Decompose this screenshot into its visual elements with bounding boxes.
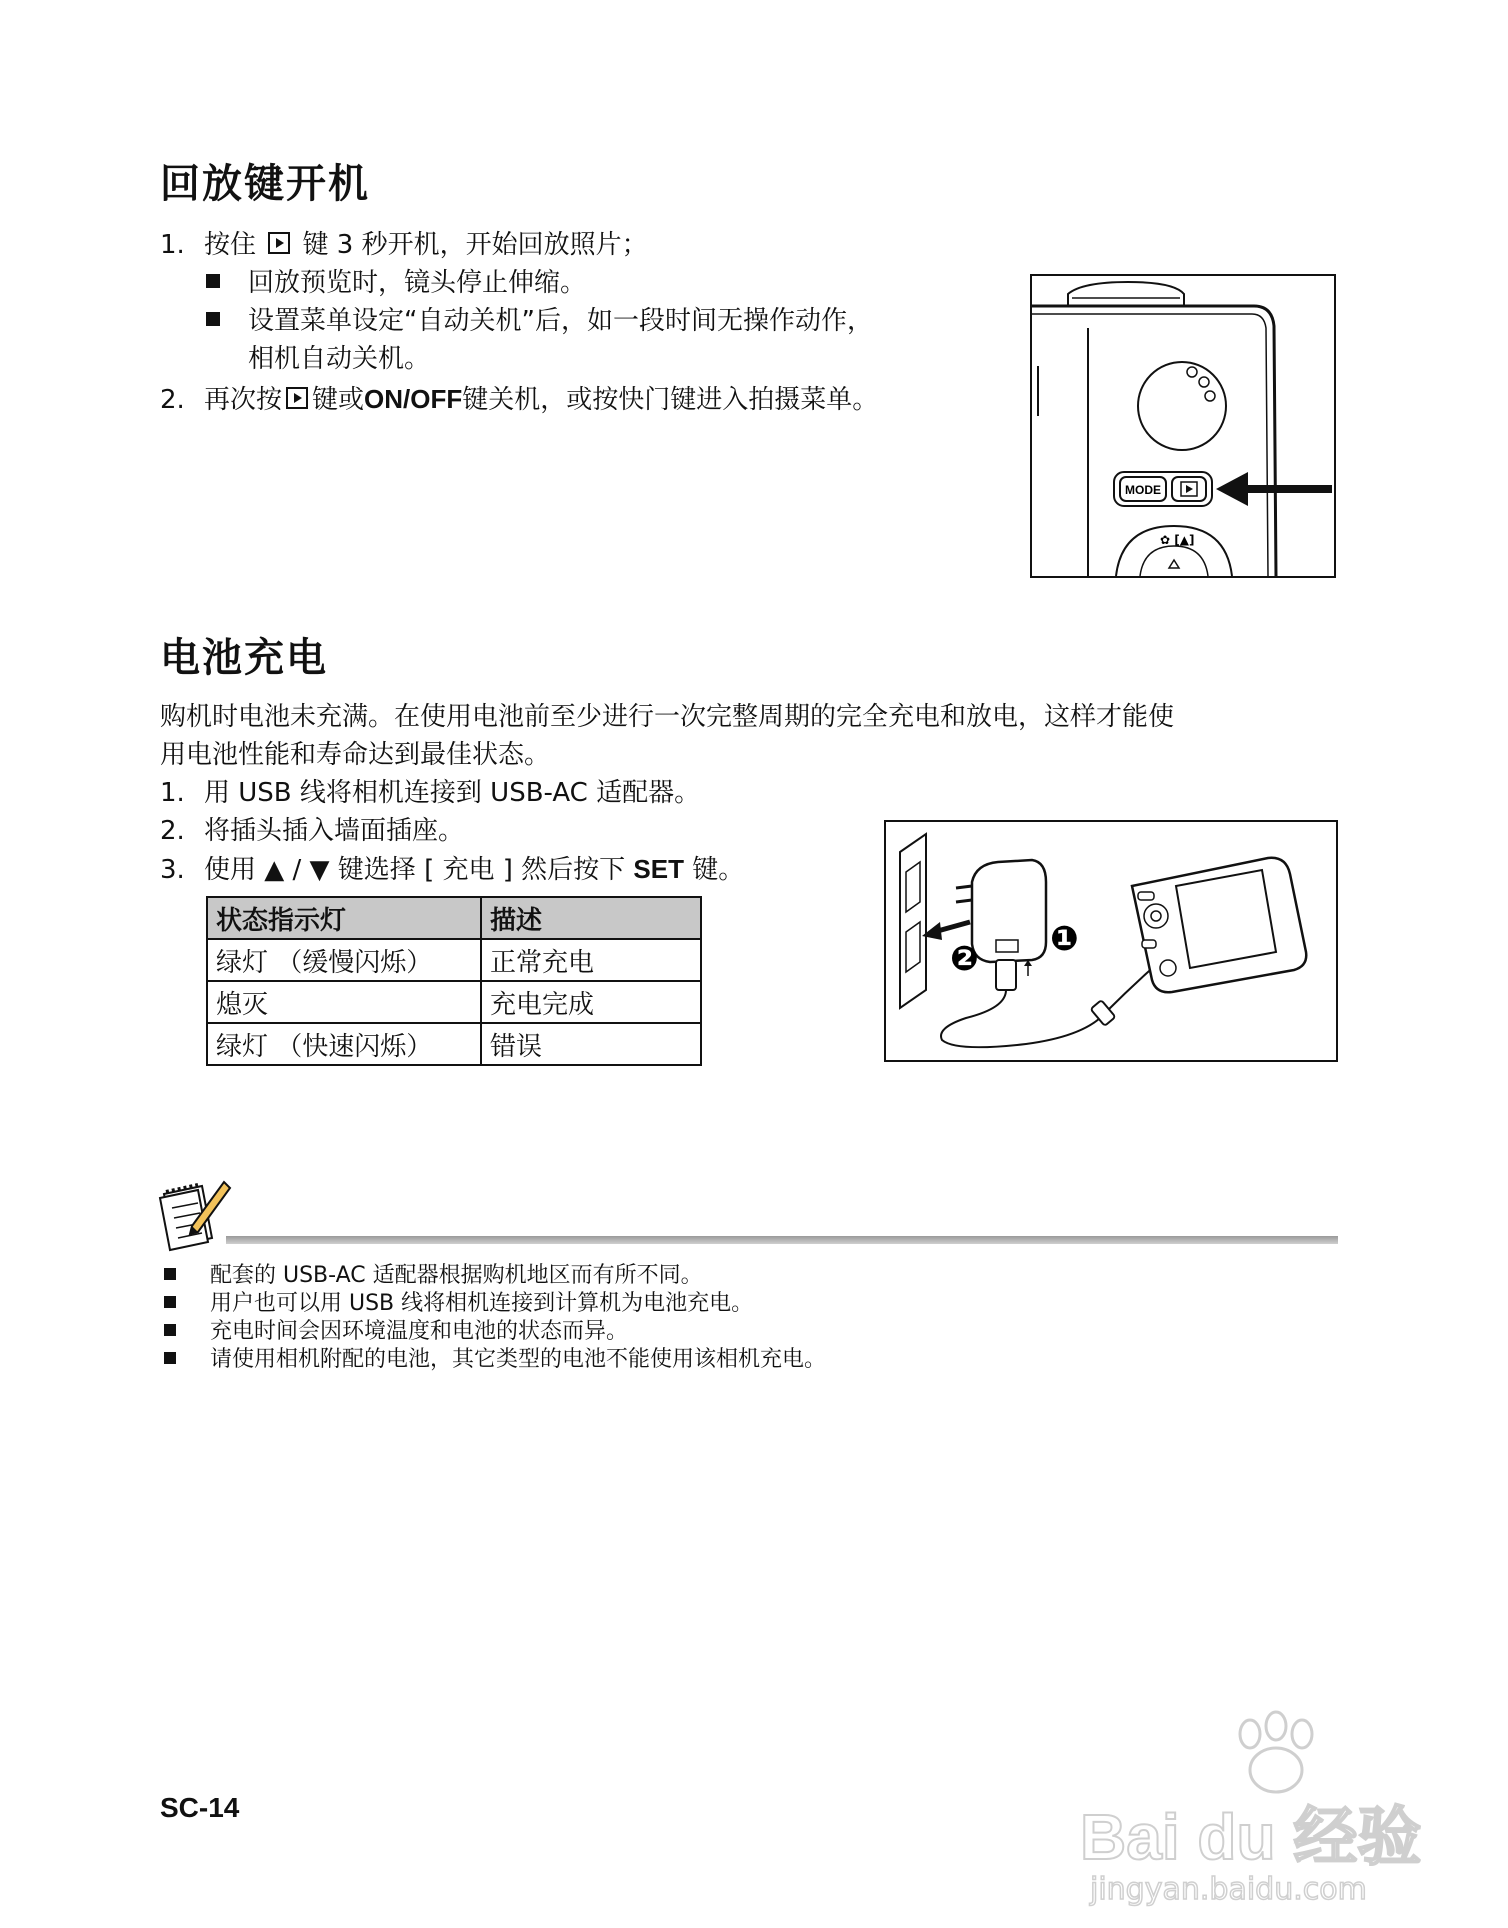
step-1: 1. 按住 键 3 秒开机，开始回放照片；	[160, 226, 648, 264]
table-row	[207, 1023, 701, 1065]
bullet-square-icon	[164, 1324, 176, 1336]
charge-step-1: 1. 用 USB 线将相机连接到 USB-AC 适配器。	[160, 774, 700, 812]
section-title-playback-power: 回放键开机	[160, 161, 370, 207]
watermark-url: jingyan.baidu.com	[1090, 1872, 1367, 1907]
note-item: 配套的 USB-AC 适配器根据购机地区而有所不同。	[164, 1262, 703, 1290]
step-2: 2. 再次按 键或ON/OFF键关机，或按快门键进入拍摄菜单。	[160, 380, 878, 419]
bullet-square-icon	[164, 1268, 176, 1280]
note-divider	[226, 1236, 1338, 1244]
intro-line-1: 购机时电池未充满。在使用电池前至少进行一次完整周期的完全充电和放电，这样才能使	[160, 702, 1175, 732]
table-header-cell: 描述	[481, 897, 701, 939]
note-item: 充电时间会因环境温度和电池的状态而异。	[164, 1318, 628, 1346]
table-cell: 充电完成	[481, 981, 701, 1023]
bullet-1: 回放预览时，镜头停止伸缩。	[206, 264, 586, 302]
on-off-key-label: ON/OFF	[364, 384, 463, 414]
bullet-2-continued: 相机自动关机。	[248, 344, 431, 374]
note-item: 请使用相机附配的电池，其它类型的电池不能使用该相机充电。	[164, 1346, 826, 1374]
intro-line-2: 用电池性能和寿命达到最佳状态。	[160, 740, 551, 770]
step-number: 1.	[160, 778, 185, 808]
charging-illustration	[886, 822, 1336, 1060]
bullet-square-icon	[206, 274, 220, 288]
indicator-status-table	[206, 896, 702, 1066]
bullet-square-icon	[206, 312, 220, 326]
note-item: 用户也可以用 USB 线将相机连接到计算机为电池充电。	[164, 1290, 753, 1318]
table-header-row	[207, 897, 701, 939]
step-1-marker: ❶	[1050, 919, 1079, 959]
table-cell: 熄灭	[207, 981, 481, 1023]
section-title-battery-charging: 电池充电	[160, 635, 328, 681]
charge-step-3: 3. 使用 ▲ / ▼ 键选择 [ 充电 ] 然后按下 SET 键。	[160, 850, 744, 889]
step-2-marker: ❷	[950, 939, 979, 979]
charging-connection-figure	[884, 820, 1338, 1062]
notepad-pencil-icon	[158, 1176, 232, 1252]
playback-key-icon	[268, 232, 290, 254]
step-number: 2.	[160, 816, 185, 846]
table-cell: 正常充电	[481, 939, 701, 981]
bullet-2: 设置菜单设定“自动关机”后，如一段时间无操作动作，	[206, 302, 873, 340]
playback-key-icon	[286, 387, 308, 409]
table-cell: 绿灯 （缓慢闪烁）	[207, 939, 481, 981]
table-header-cell: 状态指示灯	[207, 897, 481, 939]
svg-text:✿ [▲]: ✿ [▲]	[1160, 533, 1195, 547]
baidu-watermark	[1070, 1700, 1450, 1920]
camera-back-illustration	[1032, 276, 1334, 576]
table-row	[207, 981, 701, 1023]
table-row	[207, 939, 701, 981]
table-cell: 错误	[481, 1023, 701, 1065]
charge-step-2: 2. 将插头插入墙面插座。	[160, 812, 464, 850]
camera-playback-button-figure	[1030, 274, 1336, 578]
step-number: 1.	[160, 230, 185, 260]
bullet-square-icon	[164, 1296, 176, 1308]
watermark-brand: Bai du 经验	[1080, 1801, 1422, 1873]
step-number: 3.	[160, 855, 185, 885]
set-key-label: SET	[633, 854, 684, 884]
page-number: SC-14	[160, 1792, 240, 1823]
table-cell: 绿灯 （快速闪烁）	[207, 1023, 481, 1065]
step-number: 2.	[160, 385, 185, 415]
mode-button-label: MODE	[1125, 483, 1161, 497]
bullet-square-icon	[164, 1352, 176, 1364]
